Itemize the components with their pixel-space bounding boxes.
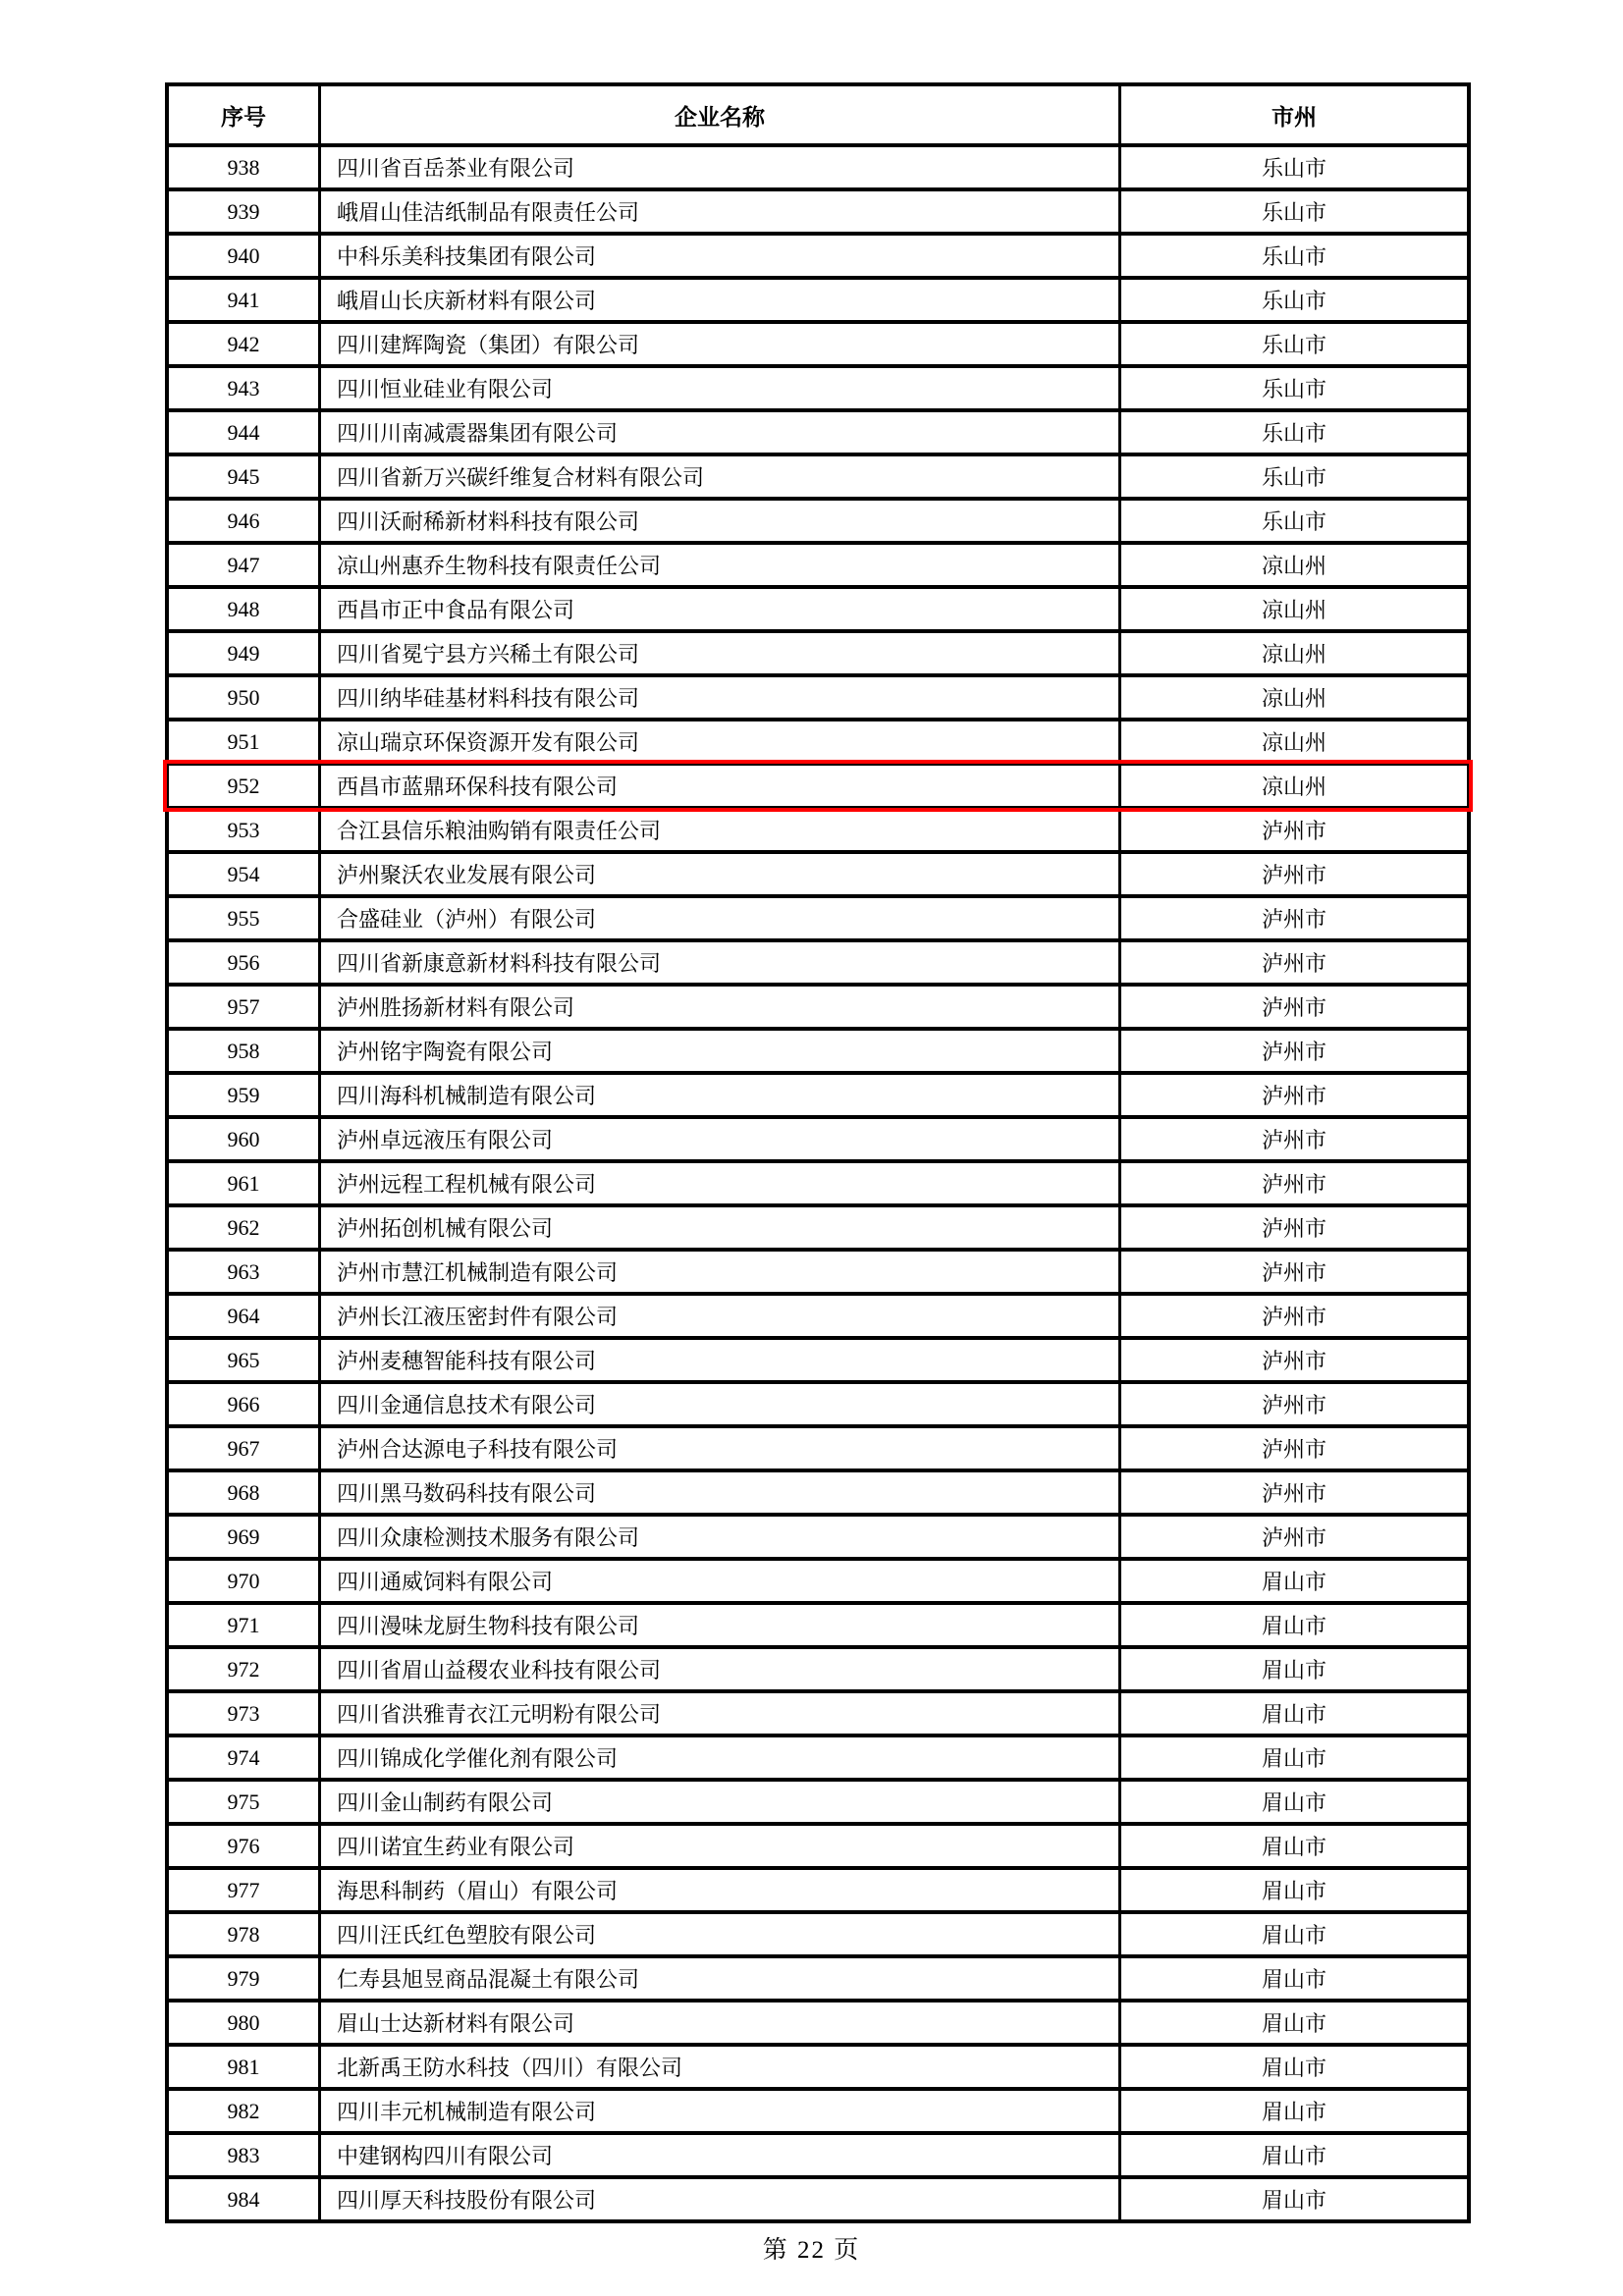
company-name-cell: 四川诺宜生药业有限公司 — [320, 1824, 1120, 1868]
serial-cell: 969 — [167, 1515, 320, 1559]
company-name-cell: 泸州长江液压密封件有限公司 — [320, 1294, 1120, 1338]
city-cell: 眉山市 — [1120, 2089, 1470, 2133]
city-cell: 眉山市 — [1120, 1912, 1470, 1956]
company-name-cell: 四川沃耐稀新材料科技有限公司 — [320, 499, 1120, 543]
company-name-cell: 峨眉山长庆新材料有限公司 — [320, 278, 1120, 322]
table-row — [167, 1338, 1469, 1382]
city-cell: 眉山市 — [1120, 1603, 1470, 1647]
city-cell: 乐山市 — [1120, 189, 1470, 234]
table-row — [167, 1691, 1469, 1735]
company-name-cell: 四川省新万兴碳纤维复合材料有限公司 — [320, 454, 1120, 499]
company-name-cell: 泸州合达源电子科技有限公司 — [320, 1426, 1120, 1470]
company-name-cell: 四川省百岳茶业有限公司 — [320, 145, 1120, 189]
table-row — [167, 2177, 1469, 2221]
city-cell: 泸州市 — [1120, 1426, 1470, 1470]
company-name-cell: 泸州市慧江机械制造有限公司 — [320, 1250, 1120, 1294]
company-name-cell: 四川漫味龙厨生物科技有限公司 — [320, 1603, 1120, 1647]
table-row — [167, 1117, 1469, 1161]
serial-cell: 953 — [167, 808, 320, 852]
serial-cell: 944 — [167, 410, 320, 454]
company-name-cell: 四川建辉陶瓷（集团）有限公司 — [320, 322, 1120, 366]
city-cell: 眉山市 — [1120, 1780, 1470, 1824]
serial-cell: 977 — [167, 1868, 320, 1912]
city-cell: 泸州市 — [1120, 1161, 1470, 1205]
table-row — [167, 189, 1469, 234]
city-cell: 凉山州 — [1120, 764, 1470, 808]
company-name-cell: 四川纳毕硅基材料科技有限公司 — [320, 675, 1120, 720]
serial-cell: 960 — [167, 1117, 320, 1161]
serial-cell: 940 — [167, 234, 320, 278]
serial-cell: 981 — [167, 2045, 320, 2089]
city-cell: 泸州市 — [1120, 1515, 1470, 1559]
serial-cell: 939 — [167, 189, 320, 234]
city-cell: 眉山市 — [1120, 2177, 1470, 2221]
table-row — [167, 1161, 1469, 1205]
company-name-cell: 泸州胜扬新材料有限公司 — [320, 985, 1120, 1029]
city-cell: 泸州市 — [1120, 1073, 1470, 1117]
table-header-row — [167, 84, 1469, 145]
city-cell: 泸州市 — [1120, 1250, 1470, 1294]
table-row — [167, 1647, 1469, 1691]
company-name-cell: 四川黑马数码科技有限公司 — [320, 1470, 1120, 1515]
table-row — [167, 1824, 1469, 1868]
table-row — [167, 1294, 1469, 1338]
serial-cell: 979 — [167, 1956, 320, 2001]
serial-cell: 950 — [167, 675, 320, 720]
serial-cell: 948 — [167, 587, 320, 631]
table-row — [167, 631, 1469, 675]
company-name-cell: 四川省洪雅青衣江元明粉有限公司 — [320, 1691, 1120, 1735]
table-row — [167, 1868, 1469, 1912]
table-row — [167, 852, 1469, 896]
company-name-cell: 泸州麦穗智能科技有限公司 — [320, 1338, 1120, 1382]
city-cell: 泸州市 — [1120, 985, 1470, 1029]
company-name-cell: 四川海科机械制造有限公司 — [320, 1073, 1120, 1117]
table-row — [167, 1205, 1469, 1250]
table-row — [167, 2001, 1469, 2045]
city-cell: 眉山市 — [1120, 1647, 1470, 1691]
table-row — [167, 1250, 1469, 1294]
page-number: 第 22 页 — [762, 2237, 861, 2264]
city-cell: 眉山市 — [1120, 1735, 1470, 1780]
city-cell: 凉山州 — [1120, 631, 1470, 675]
serial-cell: 984 — [167, 2177, 320, 2221]
table-row — [167, 234, 1469, 278]
table-row — [167, 1956, 1469, 2001]
company-name-cell: 合江县信乐粮油购销有限责任公司 — [320, 808, 1120, 852]
company-name-cell: 四川金山制药有限公司 — [320, 1780, 1120, 1824]
table-row — [167, 1515, 1469, 1559]
serial-cell: 949 — [167, 631, 320, 675]
city-cell: 泸州市 — [1120, 896, 1470, 940]
city-cell: 乐山市 — [1120, 145, 1470, 189]
serial-cell: 976 — [167, 1824, 320, 1868]
header-col-city: 市州 — [1120, 84, 1470, 145]
table-row — [167, 1780, 1469, 1824]
company-name-cell: 凉山州惠乔生物科技有限责任公司 — [320, 543, 1120, 587]
table-row — [167, 1426, 1469, 1470]
header-col-company: 企业名称 — [320, 84, 1120, 145]
serial-cell: 958 — [167, 1029, 320, 1073]
table-row — [167, 499, 1469, 543]
city-cell: 眉山市 — [1120, 1868, 1470, 1912]
city-cell: 乐山市 — [1120, 366, 1470, 410]
city-cell: 乐山市 — [1120, 410, 1470, 454]
serial-cell: 957 — [167, 985, 320, 1029]
city-cell: 凉山州 — [1120, 587, 1470, 631]
serial-cell: 980 — [167, 2001, 320, 2045]
table-row — [167, 366, 1469, 410]
serial-cell: 965 — [167, 1338, 320, 1382]
serial-cell: 964 — [167, 1294, 320, 1338]
city-cell: 乐山市 — [1120, 234, 1470, 278]
serial-cell: 938 — [167, 145, 320, 189]
company-name-cell: 泸州远程工程机械有限公司 — [320, 1161, 1120, 1205]
table-row — [167, 1603, 1469, 1647]
company-name-cell: 四川川南减震器集团有限公司 — [320, 410, 1120, 454]
company-name-cell: 四川省眉山益稷农业科技有限公司 — [320, 1647, 1120, 1691]
city-cell: 乐山市 — [1120, 322, 1470, 366]
city-cell: 泸州市 — [1120, 1294, 1470, 1338]
company-name-cell: 泸州拓创机械有限公司 — [320, 1205, 1120, 1250]
table-row — [167, 2089, 1469, 2133]
table-row — [167, 278, 1469, 322]
serial-cell: 966 — [167, 1382, 320, 1426]
serial-cell: 943 — [167, 366, 320, 410]
company-name-cell: 眉山士达新材料有限公司 — [320, 2001, 1120, 2045]
city-cell: 眉山市 — [1120, 2045, 1470, 2089]
company-name-cell: 泸州铭宇陶瓷有限公司 — [320, 1029, 1120, 1073]
city-cell: 眉山市 — [1120, 2001, 1470, 2045]
table-row — [167, 940, 1469, 985]
table-row — [167, 1073, 1469, 1117]
serial-cell: 946 — [167, 499, 320, 543]
serial-cell: 982 — [167, 2089, 320, 2133]
company-name-cell: 泸州卓远液压有限公司 — [320, 1117, 1120, 1161]
serial-cell: 973 — [167, 1691, 320, 1735]
city-cell: 眉山市 — [1120, 1956, 1470, 2001]
serial-cell: 967 — [167, 1426, 320, 1470]
serial-cell: 968 — [167, 1470, 320, 1515]
table-row — [167, 410, 1469, 454]
company-name-cell: 海思科制药（眉山）有限公司 — [320, 1868, 1120, 1912]
company-name-cell: 中建钢构四川有限公司 — [320, 2133, 1120, 2177]
table-row — [167, 720, 1469, 764]
company-name-cell: 四川众康检测技术服务有限公司 — [320, 1515, 1120, 1559]
table-row — [167, 764, 1469, 808]
serial-cell: 971 — [167, 1603, 320, 1647]
company-name-cell: 泸州聚沃农业发展有限公司 — [320, 852, 1120, 896]
company-name-cell: 峨眉山佳洁纸制品有限责任公司 — [320, 189, 1120, 234]
serial-cell: 956 — [167, 940, 320, 985]
table-row — [167, 1912, 1469, 1956]
header-col-serial: 序号 — [167, 84, 320, 145]
serial-cell: 951 — [167, 720, 320, 764]
city-cell: 泸州市 — [1120, 1029, 1470, 1073]
serial-cell: 975 — [167, 1780, 320, 1824]
table-row — [167, 587, 1469, 631]
serial-cell: 947 — [167, 543, 320, 587]
company-name-cell: 四川锦成化学催化剂有限公司 — [320, 1735, 1120, 1780]
city-cell: 凉山州 — [1120, 675, 1470, 720]
city-cell: 眉山市 — [1120, 2133, 1470, 2177]
table-row — [167, 322, 1469, 366]
company-name-cell: 西昌市蓝鼎环保科技有限公司 — [320, 764, 1120, 808]
serial-cell: 974 — [167, 1735, 320, 1780]
company-name-cell: 四川省新康意新材料科技有限公司 — [320, 940, 1120, 985]
city-cell: 乐山市 — [1120, 499, 1470, 543]
city-cell: 泸州市 — [1120, 1338, 1470, 1382]
company-name-cell: 中科乐美科技集团有限公司 — [320, 234, 1120, 278]
city-cell: 凉山州 — [1120, 720, 1470, 764]
table-row — [167, 145, 1469, 189]
table-row — [167, 2133, 1469, 2177]
serial-cell: 963 — [167, 1250, 320, 1294]
table-row — [167, 808, 1469, 852]
company-name-cell: 西昌市正中食品有限公司 — [320, 587, 1120, 631]
table-row — [167, 2045, 1469, 2089]
serial-cell: 978 — [167, 1912, 320, 1956]
serial-cell: 972 — [167, 1647, 320, 1691]
table-row — [167, 454, 1469, 499]
company-name-cell: 凉山瑞京环保资源开发有限公司 — [320, 720, 1120, 764]
table-row — [167, 1029, 1469, 1073]
company-name-cell: 四川省冕宁县方兴稀土有限公司 — [320, 631, 1120, 675]
table-row — [167, 1559, 1469, 1603]
city-cell: 泸州市 — [1120, 1470, 1470, 1515]
company-name-cell: 仁寿县旭昱商品混凝土有限公司 — [320, 1956, 1120, 2001]
city-cell: 眉山市 — [1120, 1691, 1470, 1735]
serial-cell: 945 — [167, 454, 320, 499]
city-cell: 凉山州 — [1120, 543, 1470, 587]
city-cell: 泸州市 — [1120, 940, 1470, 985]
table-row — [167, 1735, 1469, 1780]
city-cell: 眉山市 — [1120, 1824, 1470, 1868]
serial-cell: 970 — [167, 1559, 320, 1603]
city-cell: 泸州市 — [1120, 1205, 1470, 1250]
city-cell: 眉山市 — [1120, 1559, 1470, 1603]
company-name-cell: 四川丰元机械制造有限公司 — [320, 2089, 1120, 2133]
serial-cell: 962 — [167, 1205, 320, 1250]
table-row — [167, 675, 1469, 720]
company-name-cell: 四川金通信息技术有限公司 — [320, 1382, 1120, 1426]
city-cell: 乐山市 — [1120, 278, 1470, 322]
serial-cell: 952 — [167, 764, 320, 808]
city-cell: 泸州市 — [1120, 1382, 1470, 1426]
city-cell: 泸州市 — [1120, 1117, 1470, 1161]
company-name-cell: 四川恒业硅业有限公司 — [320, 366, 1120, 410]
serial-cell: 941 — [167, 278, 320, 322]
city-cell: 泸州市 — [1120, 852, 1470, 896]
serial-cell: 959 — [167, 1073, 320, 1117]
table-row — [167, 543, 1469, 587]
company-name-cell: 四川厚天科技股份有限公司 — [320, 2177, 1120, 2221]
table-row — [167, 985, 1469, 1029]
company-name-cell: 北新禹王防水科技（四川）有限公司 — [320, 2045, 1120, 2089]
serial-cell: 954 — [167, 852, 320, 896]
company-name-cell: 合盛硅业（泸州）有限公司 — [320, 896, 1120, 940]
serial-cell: 961 — [167, 1161, 320, 1205]
serial-cell: 983 — [167, 2133, 320, 2177]
city-cell: 乐山市 — [1120, 454, 1470, 499]
serial-cell: 955 — [167, 896, 320, 940]
company-table — [165, 82, 1471, 2223]
city-cell: 泸州市 — [1120, 808, 1470, 852]
company-name-cell: 四川通威饲料有限公司 — [320, 1559, 1120, 1603]
table-row — [167, 1470, 1469, 1515]
serial-cell: 942 — [167, 322, 320, 366]
company-name-cell: 四川汪氏红色塑胶有限公司 — [320, 1912, 1120, 1956]
table-row — [167, 1382, 1469, 1426]
table-row — [167, 896, 1469, 940]
